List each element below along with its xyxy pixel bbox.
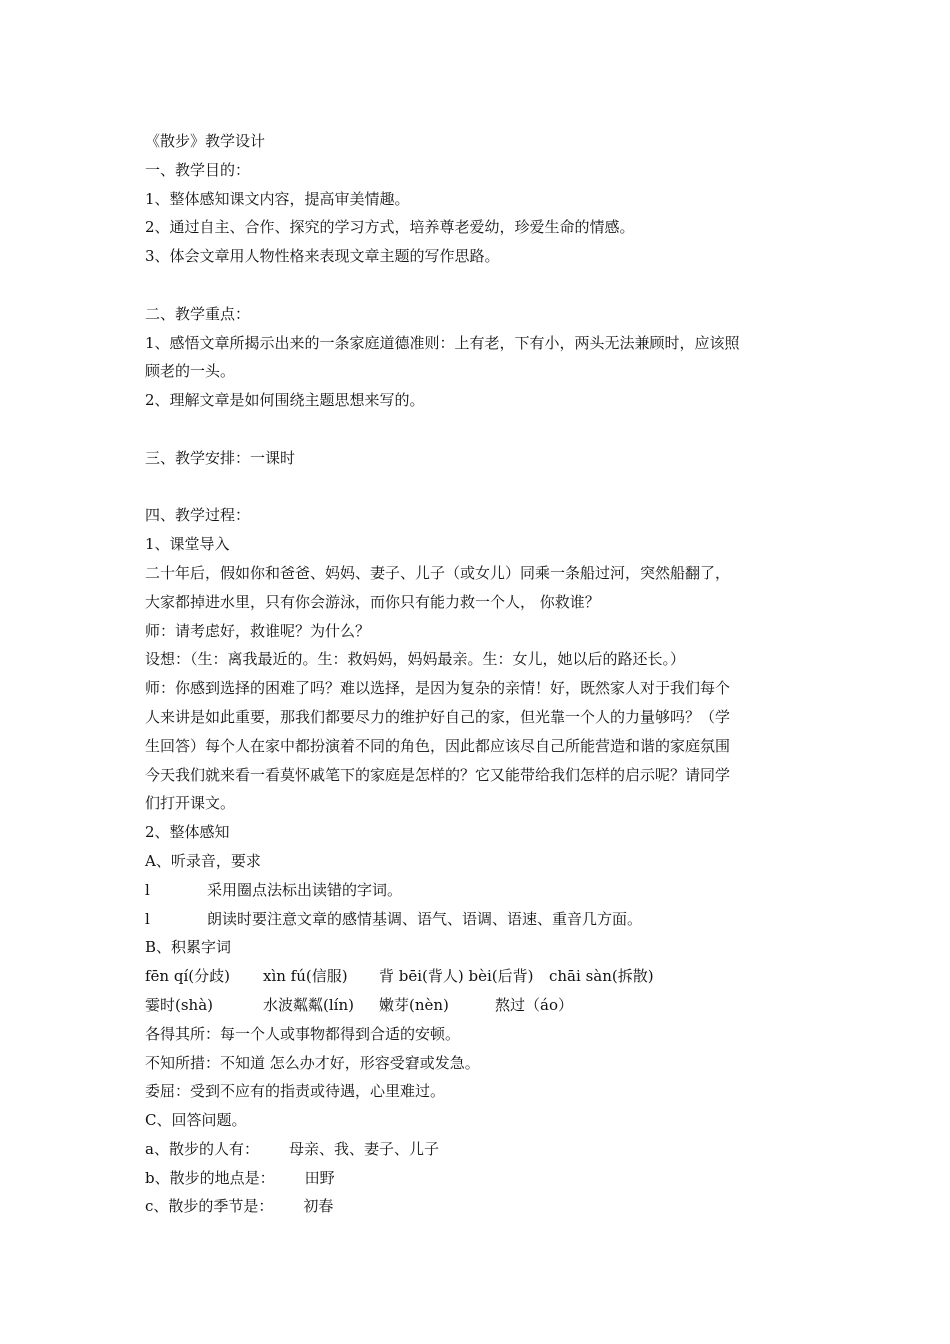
vocab-entry: fēn qí(分歧) bbox=[145, 967, 230, 986]
paragraph-line: 人来讲是如此重要，那我们都要尽力的维护好自己的家，但光靠一个人的力量够吗？（学 bbox=[145, 707, 731, 726]
paragraph-line: 设想：（生：离我最近的。生：救妈妈，妈妈最亲。生：女儿，她以后的路还长。） bbox=[145, 650, 686, 669]
definition-line: 不知所措：不知道 怎么办才好，形容受窘或发急。 bbox=[145, 1053, 480, 1072]
question-text: b、散步的地点是： bbox=[145, 1168, 275, 1187]
vocab-entry: 霎时(shà) bbox=[145, 995, 214, 1014]
question-text: a、散步的人有： bbox=[145, 1139, 259, 1158]
paragraph-line: 今天我们就来看一看莫怀戚笔下的家庭是怎样的？它又能带给我们怎样的启示呢？请同学 bbox=[145, 765, 731, 784]
section2-heading: 二、教学重点： bbox=[145, 304, 251, 323]
vocab-entry: 水波粼粼(lín) bbox=[263, 995, 354, 1014]
blank-line bbox=[145, 271, 810, 300]
answer-text: 田野 bbox=[304, 1168, 335, 1187]
section1-item: 3、体会文章用人物性格来表现文章主题的写作思路。 bbox=[145, 247, 500, 266]
blank-line bbox=[145, 415, 810, 444]
vocab-row bbox=[145, 991, 810, 1020]
paragraph-line: 大家都掉进水里，只有你会游泳，而你只有能力救一个人， 你救谁？ bbox=[145, 592, 600, 611]
vocab-entry: 背 bēi(背人) bèi(后背) bbox=[379, 967, 534, 986]
step-heading: 2、整体感知 bbox=[145, 823, 230, 842]
paragraph-line: 二十年后，假如你和爸爸、妈妈、妻子、儿子（或女儿）同乘一条船过河，突然船翻了， bbox=[145, 563, 731, 582]
section2-item-line: 顾老的一头。 bbox=[145, 362, 236, 381]
answer-text: 初春 bbox=[303, 1197, 334, 1216]
section1-item: 1、整体感知课文内容，提高审美情趣。 bbox=[145, 189, 410, 208]
paragraph-line: 生回答）每个人在家中都扮演着不同的角色，因此都应该尽自己所能营造和谐的家庭氛围 bbox=[145, 736, 731, 755]
section4-heading: 四、教学过程： bbox=[145, 506, 251, 525]
step-heading: 1、课堂导入 bbox=[145, 535, 230, 554]
bullet-marker: l bbox=[145, 880, 150, 899]
document-title: 《散步》教学设计 bbox=[145, 132, 266, 150]
paragraph-line: 们打开课文。 bbox=[145, 794, 236, 813]
section1-item: 2、通过自主、合作、探究的学习方式，培养尊老爱幼，珍爱生命的情感。 bbox=[145, 218, 635, 237]
definition-line: 各得其所：每一个人或事物都得到合适的安顿。 bbox=[145, 1024, 461, 1043]
blank-line bbox=[145, 473, 810, 502]
bullet-text: 采用圈点法标出读错的字词。 bbox=[207, 880, 403, 899]
vocab-entry: chāi sàn(拆散) bbox=[549, 967, 654, 986]
qa-item bbox=[145, 1135, 810, 1164]
section2-item-line: 1、感悟文章所揭示出来的一条家庭道德准则：上有老，下有小，两头无法兼顾时，应该照 bbox=[145, 333, 740, 352]
paragraph-line: 师：你感到选择的困难了吗？难以选择，是因为复杂的亲情！好，既然家人对于我们每个 bbox=[145, 679, 731, 698]
qa-item bbox=[145, 1164, 810, 1193]
sub-heading: C、回答问题。 bbox=[145, 1111, 247, 1130]
definition-line: 委屈：受到不应有的指责或待遇，心里难过。 bbox=[145, 1082, 446, 1101]
section2-item: 2、理解文章是如何围绕主题思想来写的。 bbox=[145, 391, 425, 410]
sub-heading: A、听录音，要求 bbox=[145, 851, 261, 870]
document-page bbox=[145, 127, 810, 1221]
bullet-item bbox=[145, 876, 810, 905]
sub-heading: B、积累字词 bbox=[145, 938, 232, 957]
bullet-text: 朗读时要注意文章的感情基调、语气、语调、语速、重音几方面。 bbox=[207, 909, 643, 928]
vocab-entry: 嫩芽(nèn) bbox=[379, 995, 449, 1014]
vocab-entry: 熬过（áo） bbox=[495, 995, 573, 1014]
section3-heading: 三、教学安排：一课时 bbox=[145, 448, 296, 467]
vocab-row bbox=[145, 962, 810, 991]
section1-heading: 一、教学目的： bbox=[145, 160, 251, 179]
bullet-item bbox=[145, 905, 810, 934]
answer-text: 母亲、我、妻子、儿子 bbox=[288, 1139, 439, 1158]
vocab-entry: xìn fú(信服) bbox=[263, 967, 348, 986]
qa-item bbox=[145, 1192, 810, 1221]
bullet-marker: l bbox=[145, 909, 150, 928]
question-text: c、散步的季节是： bbox=[145, 1197, 274, 1216]
paragraph-line: 师：请考虑好，救谁呢？为什么？ bbox=[145, 621, 371, 640]
